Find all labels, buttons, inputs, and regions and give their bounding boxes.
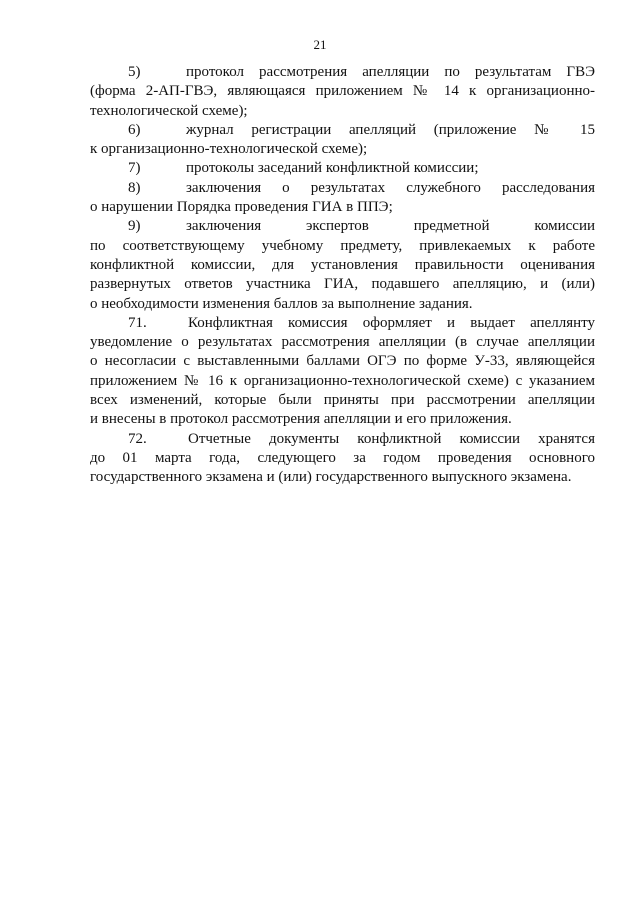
line-text: заключения о результатах служебного расследования — [186, 179, 595, 196]
line-text: Конфликтная комиссия оформляет и выдает апеллянту — [188, 314, 595, 331]
item-number: 71. — [128, 314, 147, 331]
line-text: Отчетные документы конфликтной комиссии хранятся — [188, 430, 595, 447]
text-line — [90, 179, 595, 198]
paragraph-72 — [90, 430, 595, 488]
text-line — [90, 121, 595, 140]
text-line: (форма 2-АП-ГВЭ, являющаяся приложением № 14 к организационно- — [90, 83, 595, 100]
text-line: по соответствующему учебному предмету, привлекаемых к работе — [90, 237, 595, 254]
item-number: 72. — [128, 430, 147, 447]
text-line: развернутых ответов участника ГИА, подавшего апелляцию, и (или) — [90, 276, 595, 293]
item-number: 8) — [128, 179, 141, 196]
list-item-7 — [90, 159, 595, 178]
paragraph-71 — [90, 314, 595, 430]
line-text: заключения экспертов предметной комиссии — [186, 218, 595, 235]
text-line: и внесены в протокол рассмотрения апелляции и его приложения. — [90, 411, 512, 428]
text-line — [90, 159, 595, 178]
text-line: к организационно-технологической схеме); — [90, 141, 368, 158]
line-text: протоколы заседаний конфликтной комиссии; — [186, 160, 479, 177]
text-line: всех изменений, которые были приняты при рассмотрении апелляции — [90, 392, 595, 409]
text-line — [90, 314, 595, 333]
list-item-5 — [90, 63, 595, 121]
text-line: до 01 марта года, следующего за годом проведения основного — [90, 449, 595, 466]
text-line — [90, 430, 595, 449]
text-line: о необходимости изменения баллов за выполнение задания. — [90, 295, 473, 312]
page-number: 21 — [313, 37, 327, 52]
text-line: уведомление о результатах рассмотрения апелляции (в случае апелляции — [90, 334, 595, 351]
item-number: 7) — [128, 160, 141, 177]
list-item-6 — [90, 121, 595, 160]
item-number: 9) — [128, 218, 141, 235]
text-line — [90, 217, 595, 236]
line-text: журнал регистрации апелляций (приложение № 15 — [186, 121, 595, 138]
text-line: о несогласии с выставленными баллами ОГЭ по форме У-33, являющейся — [90, 353, 595, 370]
item-number: 5) — [128, 64, 141, 80]
document-body — [90, 63, 595, 488]
text-line: приложением № 16 к организационно-технологической схеме) с указанием — [90, 372, 595, 389]
list-item-9 — [90, 217, 595, 313]
text-line: государственного экзамена и (или) государственного выпускного экзамена. — [90, 469, 572, 486]
text-line: о нарушении Порядка проведения ГИА в ППЭ; — [90, 199, 393, 216]
list-item-8 — [90, 179, 595, 218]
text-line: конфликтной комиссии, для установления правильности оценивания — [90, 256, 595, 273]
line-text: протокол рассмотрения апелляции по результатам ГВЭ — [186, 64, 595, 80]
text-line: технологической схеме); — [90, 102, 248, 119]
item-number: 6) — [128, 121, 141, 138]
text-line — [90, 63, 595, 82]
